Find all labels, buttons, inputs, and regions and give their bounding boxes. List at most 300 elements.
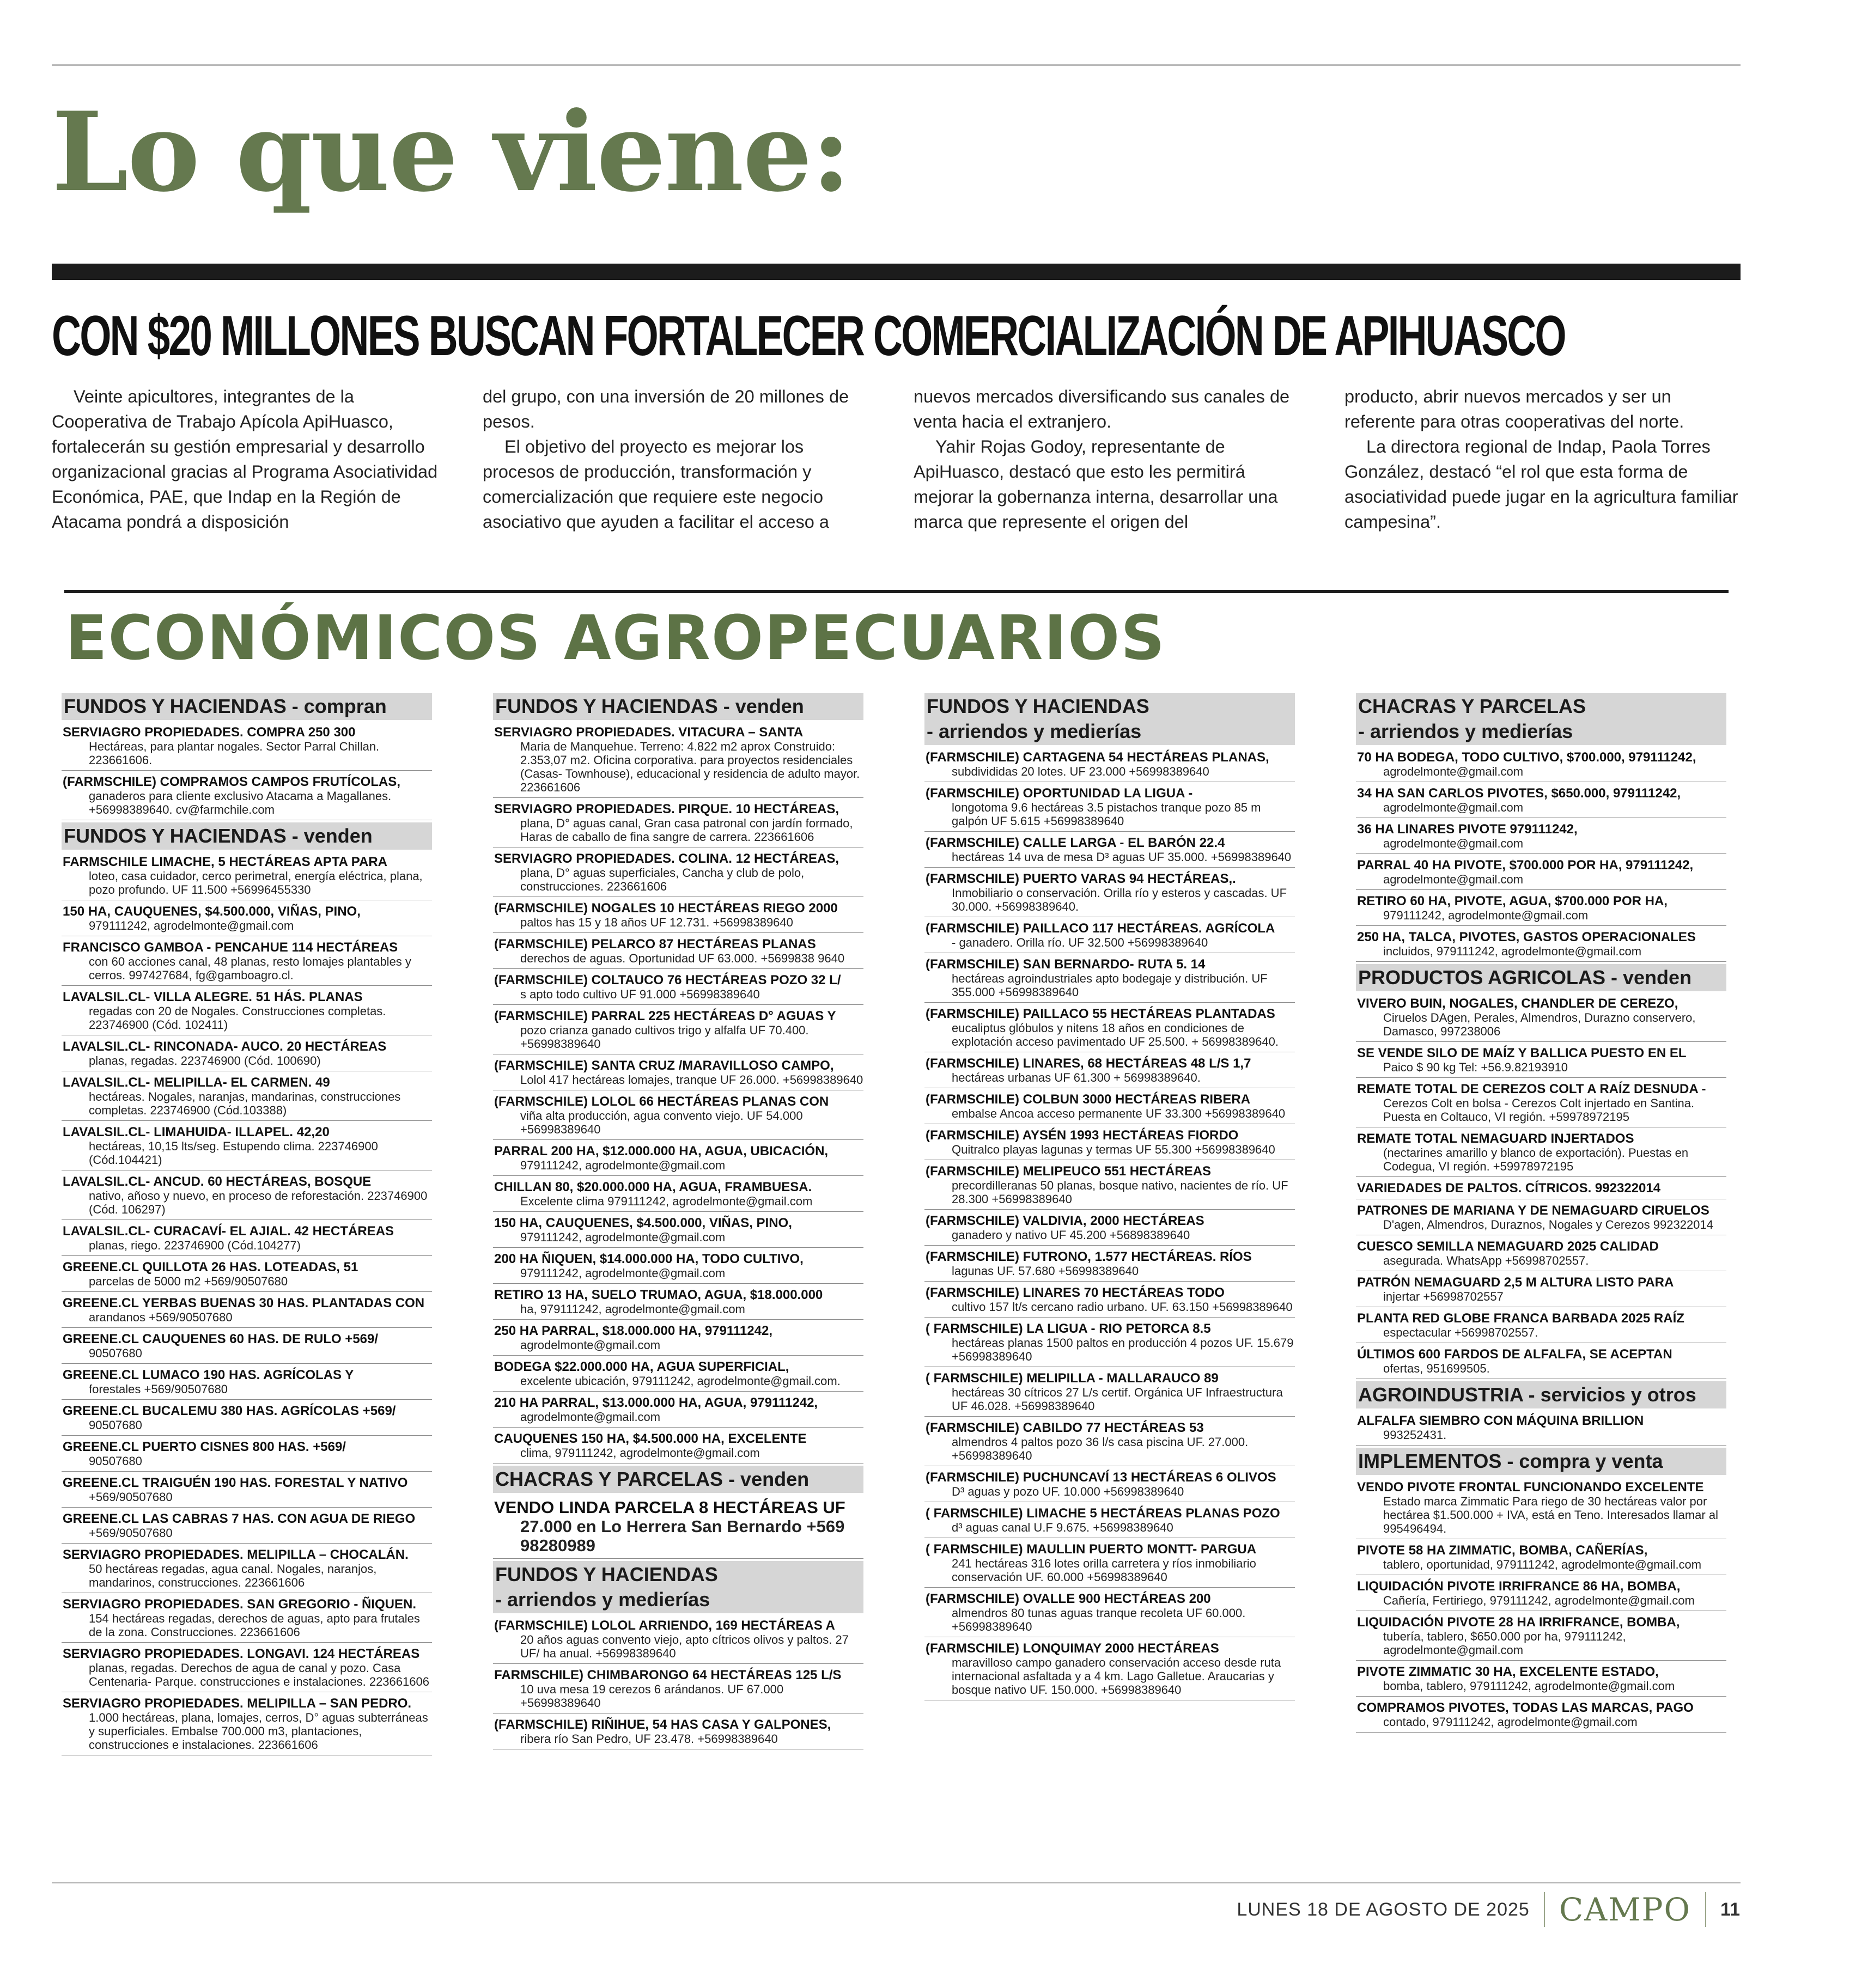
classified-ad [924,1419,1295,1466]
ad-body: 10 uva mesa 19 cerezos 6 arándanos. UF 67.000 +56998389640 [520,1682,784,1710]
classified-ad [493,1093,863,1140]
ad-body: 50 hectáreas regadas, agua canal. Nogales, naranjos, mandarinos, construcciones. 223661606 [89,1562,377,1589]
ad-heading: LAVALSIL.CL- CURACAVÍ- EL AJIAL. 42 HECTÁREAS [63,1224,394,1239]
classified-ad [1356,1699,1726,1733]
ad-body: - ganadero. Orilla río. UF 32.500 +56998389640 [952,936,1208,949]
ad-body: s apto todo cultivo UF 91.000 +56998389640 [520,987,760,1001]
ad-body: cultivo 157 lt/s cercano radio urbano. UF. 63.150 +56998389640 [952,1300,1293,1314]
ad-body: Excelente clima 979111242, agrodelmonte@gmail.com [520,1194,813,1208]
ad-list [62,853,432,1755]
classified-ad [493,850,863,897]
category-header [1356,1381,1726,1408]
classified-ad [493,1617,863,1664]
article-paragraph: Veinte apicultores, integrantes de la Cooperativa de Trabajo Apícola ApiHuasco, fortalecerán su gestión empresarial y desarrollo organizacional gracias al Programa Asociatividad Económica, PAE, que Indap en la Región de Atacama pondrá a disposición [52,387,438,532]
ad-body: longotoma 9.6 hectáreas 3.5 pistachos tranque pozo 85 m galpón UF 5.615 +56998389640 [952,801,1261,828]
ad-body: paltos has 15 y 18 años UF 12.731. +56998389640 [520,916,793,929]
ad-heading: PIVOTE ZIMMATIC 30 HA, EXCELENTE ESTADO, [1357,1664,1659,1679]
category-label: FUNDOS Y HACIENDAS [495,1563,718,1585]
classified-ad [924,748,1295,782]
ad-heading: (FARMSCHILE) LONQUIMAY 2000 HECTÁREAS [926,1641,1219,1656]
ad-heading: VIVERO BUIN, NOGALES, CHANDLER DE CEREZO, [1357,996,1678,1011]
article-title: CON $20 MILLONES BUSCAN FORTALECER COMERCIALIZACIÓN DE APIHUASCO [52,304,1565,368]
ad-heading: PIVOTE 58 HA ZIMMATIC, BOMBA, CAÑERÍAS, [1357,1543,1648,1558]
classified-ad [493,1394,863,1428]
classified-ad [1356,1309,1726,1343]
ad-body: hectáreas 14 uva de mesa D³ aguas UF 35.000. +56998389640 [952,850,1292,864]
ad-heading: ÚLTIMOS 600 FARDOS DE ALFALFA, SE ACEPTAN [1357,1347,1672,1362]
page-footer [1237,1891,1740,1928]
ad-list [493,1617,863,1749]
classified-ad [924,919,1295,953]
classified-ad [1356,1273,1726,1307]
classified-ad [924,1504,1295,1538]
classified-ad [1356,1541,1726,1575]
ad-list [1356,748,1726,962]
classified-ad [924,1369,1295,1417]
ad-body: Quitralco playas lagunas y termas UF 55.300 +56998389640 [952,1143,1275,1156]
ad-body: maravilloso campo ganadero conservación acceso desde ruta internacional asfaltada y a 4 km. Lago Galletue. Araucarias y bosque nativo UF. 150.000. +56998389640 [952,1656,1281,1697]
classified-ad [924,1090,1295,1124]
ad-heading: VENDO PIVOTE FRONTAL FUNCIONANDO EXCELENTE [1357,1480,1704,1495]
ad-heading: SERVIAGRO PROPIEDADES. PIRQUE. 10 HECTÁREAS, [494,802,839,816]
classified-ad [493,935,863,969]
classified-ad [62,1123,432,1170]
ad-heading: (FARMSCHILE) RIÑIHUE, 54 HAS CASA Y GALPONES, [494,1717,831,1732]
ad-heading: FARMSCHILE) CHIMBARONGO 64 HECTÁREAS 125 L/S [494,1668,842,1682]
footer-brand: CAMPO [1559,1891,1691,1928]
classified-ad [493,1142,863,1176]
classified-ad [62,1173,432,1220]
category-header [493,1466,863,1493]
ad-heading: 200 HA ÑIQUEN, $14.000.000 HA, TODO CULTIVO, [494,1252,804,1266]
ad-body: agrodelmonte@gmail.com [1383,765,1524,778]
ad-heading: LAVALSIL.CL- ANCUD. 60 HECTÁREAS, BOSQUE [63,1174,372,1189]
classified-ad [924,1540,1295,1588]
ad-heading: LAVALSIL.CL- RINCONADA- AUCO. 20 HECTÁREAS [63,1039,387,1054]
article-paragraph: nuevos mercados diversificando sus canales de venta hacia el extranjero. [914,387,1290,431]
ad-heading: CUESCO SEMILLA NEMAGUARD 2025 CALIDAD [1357,1239,1659,1254]
category-header [1356,1448,1726,1475]
classified-ad [62,1038,432,1071]
article-paragraph: La directora regional de Indap, Paola Torres González, destacó “el rol que esta forma de asociatividad puede jugar en la agricultura familiar campesina”. [1344,437,1738,532]
ad-body: Lolol 417 hectáreas lomajes, tranque UF 26.000. +56998389640 [520,1073,863,1087]
ad-body: (nectarines amarillo y blanco de exportación). Puestas en Codegua, VI región. +59978972195 [1383,1146,1689,1173]
classified-ad [924,1126,1295,1160]
ad-body: ganadero y nativo UF 45.200 +56898389640 [952,1228,1190,1242]
classified-ad [493,971,863,1005]
classified-ad [493,1214,863,1248]
classified-ad [62,1645,432,1692]
classified-ad [924,955,1295,1003]
footer-separator [1705,1892,1706,1927]
classified-ad [62,1474,432,1508]
ad-body: d³ aguas canal U.F 9.675. +56998389640 [952,1521,1173,1534]
ad-heading: 36 HA LINARES PIVOTE 979111242, [1357,822,1578,837]
classified-ad [1356,1179,1726,1199]
ad-body: lagunas UF. 57.680 +56998389640 [952,1264,1139,1278]
classified-ad [924,834,1295,868]
category-label: CHACRAS Y PARCELAS - venden [495,1468,810,1490]
category-label: AGROINDUSTRIA - servicios y otros [1358,1383,1696,1406]
ad-heading: PLANTA RED GLOBE FRANCA BARBADA 2025 RAÍZ [1357,1311,1684,1326]
classified-ad [1356,995,1726,1042]
ad-heading: (FARMSCHILE) VALDIVIA, 2000 HECTÁREAS [926,1213,1204,1228]
footer-date: LUNES 18 DE AGOSTO DE 2025 [1237,1899,1530,1920]
ad-heading: GREENE.CL LUMACO 190 HAS. AGRÍCOLAS Y [63,1368,354,1382]
article-column-4 [1344,384,1740,534]
classified-ad [493,1666,863,1713]
category-label: FUNDOS Y HACIENDAS - venden [495,695,804,717]
ad-body: planas, riego. 223746900 (Cód.104277) [89,1239,301,1252]
classified-ad [62,938,432,986]
ad-body: Cerezos Colt en bolsa - Cerezos Colt injertado en Santina. Puesta en Coltauco, VI región. +59978972195 [1383,1096,1695,1124]
ad-body: plana, D° aguas superficiales, Cancha y club de polo, construcciones. 223661606 [520,866,805,893]
classified-ad [924,1054,1295,1088]
ad-body: ofertas, 951699505. [1383,1362,1490,1375]
ad-heading: (FARMSCHILE) LOLOL 66 HECTÁREAS PLANAS CON [494,1094,829,1109]
classified-ad [1356,1577,1726,1611]
ad-body: ha, 979111242, agrodelmonte@gmail.com [520,1302,745,1316]
classified-ad [493,1496,863,1559]
ad-list [924,748,1295,1700]
classified-ad [924,1468,1295,1502]
ad-heading: SERVIAGRO PROPIEDADES. VITACURA – SANTA [494,725,804,740]
classified-ad [1356,1044,1726,1078]
classified-ad [493,1286,863,1320]
ad-heading: FARMSCHILE LIMACHE, 5 HECTÁREAS APTA PARA [63,855,388,869]
classified-ad [1356,1237,1726,1271]
ad-heading: (FARMSCHILE) CARTAGENA 54 HECTÁREAS PLANAS, [926,750,1269,765]
ad-heading: (FARMSCHILE) PARRAL 225 HECTÁREAS D° AGUAS Y [494,1009,836,1023]
ad-heading: ( FARMSCHILE) LIMACHE 5 HECTÁREAS PLANAS POZO [926,1506,1280,1521]
ad-body: derechos de aguas. Oportunidad UF 63.000. +5699838 9640 [520,952,845,965]
ad-heading: 210 HA PARRAL, $13.000.000 HA, AGUA, 979111242, [494,1395,818,1410]
ad-heading: PARRAL 200 HA, $12.000.000 HA, AGUA, UBICACIÓN, [494,1144,829,1158]
category-header [924,693,1295,745]
classified-ad [1356,1663,1726,1697]
ad-heading: GREENE.CL CAUQUENES 60 HAS. DE RULO +569/ [63,1332,379,1346]
ad-heading: (FARMSCHILE) NOGALES 10 HECTÁREAS RIEGO 2000 [494,901,838,916]
classified-ad [924,1639,1295,1700]
classified-ad [1356,1202,1726,1235]
footer-separator [1544,1892,1545,1927]
ad-body: Inmobiliario o conservación. Orilla río y esteros y cascadas. UF 30.000. +56998389640. [952,886,1287,913]
ad-heading: ALFALFA SIEMBRO CON MÁQUINA BRILLION [1357,1413,1644,1428]
classified-ad [493,1178,863,1212]
classified-ad [62,1074,432,1121]
footer-rule [52,1882,1741,1883]
ad-body: hectáreas agroindustriales apto bodegaje y distribución. UF 355.000 +56998389640 [952,972,1268,999]
ad-heading: GREENE.CL BUCALEMU 380 HAS. AGRÍCOLAS +569/ [63,1404,396,1418]
ad-body: plana, D° aguas canal, Gran casa patronal con jardín formado, Haras de caballo de fina sangre de carrera. 223661606 [520,816,853,844]
ad-heading: PATRONES DE MARIANA Y DE NEMAGUARD CIRUELOS [1357,1203,1709,1218]
classified-ad [1356,748,1726,782]
classified-ad [924,1284,1295,1318]
classified-ad [1356,928,1726,962]
ad-body: almendros 4 paltos pozo 36 l/s casa piscina UF. 27.000. +56998389640 [952,1435,1249,1462]
article-paragraph: producto, abrir nuevos mercados y ser un referente para otras cooperativas del norte. [1344,387,1684,431]
ad-body: +569/90507680 [89,1490,173,1504]
ad-body: eucaliptus glóbulos y nitens 18 años en condiciones de explotación acceso pavimentado UF 25.500. + 56998389640. [952,1021,1279,1048]
classified-ad [62,1438,432,1472]
ad-body: Cañería, Fertiriego, 979111242, agrodelmonte@gmail.com [1383,1594,1695,1607]
ad-body: 90507680 [89,1346,142,1360]
category-sublabel: - arriendos y medierías [1358,720,1573,742]
ad-body: clima, 979111242, agrodelmonte@gmail.com [520,1446,760,1460]
classified-ad [1356,856,1726,890]
ad-body: hectáreas planas 1500 paltos en producción 4 pozos UF. 15.679 +56998389640 [952,1336,1294,1363]
ad-body: embalse Ancoa acceso permanente UF 33.300 +56998389640 [952,1107,1286,1120]
ad-heading: (FARMSCHILE) CABILDO 77 HECTÁREAS 53 [926,1420,1204,1435]
ad-heading: CAUQUENES 150 HA, $4.500.000 HA, EXCELENTE [494,1431,807,1446]
classified-ad [493,1358,863,1392]
classified-ad [62,902,432,936]
classified-ad [1356,820,1726,854]
ad-body: loteo, casa cuidador, cerco perimetral, energía eléctrica, plana, pozo profundo. UF 11.500 +56996455330 [89,869,423,897]
category-sublabel: - arriendos y medierías [495,1588,710,1611]
classifieds [62,691,1729,1851]
ad-heading: VENDO LINDA PARCELA 8 HECTÁREAS UF [494,1498,845,1517]
ad-body: agrodelmonte@gmail.com [1383,837,1524,850]
ad-body: incluidos, 979111242, agrodelmonte@gmail.com [1383,944,1642,958]
ad-body: nativo, añoso y nuevo, en proceso de reforestación. 223746900 (Cód. 106297) [89,1189,428,1216]
headline-rule [52,264,1741,280]
ad-body: Ciruelos DAgen, Perales, Almendros, Durazno conservero, Damasco, 997238006 [1383,1011,1696,1038]
ad-body: 979111242, agrodelmonte@gmail.com [520,1266,726,1280]
ad-body: 993252431. [1383,1428,1447,1442]
ad-heading: LAVALSIL.CL- LIMAHUIDA- ILLAPEL. 42,20 [63,1125,330,1139]
ad-heading: (FARMSCHILE) OPORTUNIDAD LA LIGUA - [926,786,1193,801]
classified-ad [62,1222,432,1256]
ad-heading: (FARMSCHILE) CALLE LARGA - EL BARÓN 22.4 [926,836,1225,850]
article-column-2 [483,384,878,534]
classified-ad [1356,784,1726,818]
classified-ad [62,1546,432,1593]
ad-body: 27.000 en Lo Herrera San Bernardo +569 98280989 [520,1517,845,1555]
category-header [493,693,863,720]
category-label: IMPLEMENTOS - compra y venta [1358,1450,1663,1472]
ad-body: 90507680 [89,1418,142,1432]
ad-heading: 250 HA PARRAL, $18.000.000 HA, 979111242, [494,1324,772,1338]
ad-body: viña alta producción, agua convento viejo. UF 54.000 +56998389640 [520,1109,803,1136]
ad-heading: PATRÓN NEMAGUARD 2,5 M ALTURA LISTO PARA [1357,1275,1674,1290]
page-number: 11 [1720,1899,1740,1920]
category-sublabel: - arriendos y medierías [927,720,1142,742]
ad-heading: (FARMSCHILE) LINARES 70 HECTÁREAS TODO [926,1285,1225,1300]
section-title: ECONÓMICOS AGROPECUARIOS [65,603,1166,674]
ad-heading: 150 HA, CAUQUENES, $4.500.000, VIÑAS, PINO, [494,1216,792,1230]
ad-heading: ( FARMSCHILE) MAULLIN PUERTO MONTT- PARGUA [926,1542,1257,1557]
ad-heading: (FARMSCHILE) LOLOL ARRIENDO, 169 HECTÁREAS A [494,1618,835,1633]
category-header [62,822,432,850]
ad-heading: CHILLAN 80, $20.000.000 HA, AGUA, FRAMBUESA. [494,1180,812,1194]
ad-body: agrodelmonte@gmail.com [1383,801,1524,814]
ad-body: injertar +56998702557 [1383,1290,1504,1303]
ad-heading: RETIRO 60 HA, PIVOTE, AGUA, $700.000 POR HA, [1357,894,1668,908]
ad-list [62,723,432,820]
classified-ad [1356,1412,1726,1446]
ad-body: parcelas de 5000 m2 +569/90507680 [89,1274,288,1288]
ad-body: 154 hectáreas regadas, derechos de aguas, apto para frutales de la zona. Construcciones. 223661606 [89,1612,420,1639]
ad-body: tablero, oportunidad, 979111242, agrodelmonte@gmail.com [1383,1558,1702,1571]
ad-heading: REMATE TOTAL NEMAGUARD INJERTADOS [1357,1131,1634,1146]
classified-ad [493,1057,863,1090]
classified-ad [62,1510,432,1544]
classified-ad [1356,1345,1726,1379]
classified-ad [62,853,432,900]
ad-body: Hectáreas, para plantar nogales. Sector Parral Chillan. 223661606. [89,740,380,767]
article-column-3 [914,384,1309,534]
category-label: FUNDOS Y HACIENDAS [927,695,1149,717]
ad-heading: RETIRO 13 HA, SUELO TRUMAO, AGUA, $18.000.000 [494,1288,823,1302]
classified-ad [493,899,863,933]
classified-ad [62,1402,432,1436]
ad-heading: (FARMSCHILE) PELARCO 87 HECTÁREAS PLANAS [494,937,816,952]
classified-ad [62,988,432,1035]
ad-heading: 250 HA, TALCA, PIVOTES, GASTOS OPERACIONALES [1357,930,1696,944]
classified-ad [62,1258,432,1292]
ad-body: ganaderos para cliente exclusivo Atacama a Magallanes. +56998389640. cv@farmchile.com [89,789,392,816]
ad-body: +569/90507680 [89,1526,173,1540]
ad-heading: (FARMSCHILE) PAILLACO 117 HECTÁREAS. AGRÍCOLA [926,921,1275,936]
category-label: FUNDOS Y HACIENDAS - compran [64,695,387,717]
classified-ad [924,1590,1295,1637]
ad-heading: (FARMSCHILE) PUERTO VARAS 94 HECTÁREAS,. [926,871,1236,886]
classified-ad [493,723,863,798]
ad-body: asegurada. WhatsApp +56998702557. [1383,1254,1589,1267]
article-body [52,384,1741,534]
ad-heading: (FARMSCHILE) OVALLE 900 HECTÁREAS 200 [926,1591,1211,1606]
section-rule [64,590,1729,593]
ad-body: pozo crianza ganado cultivos trigo y alfalfa UF 70.400. +56998389640 [520,1023,809,1051]
ad-heading: (FARMSCHILE) SANTA CRUZ /MARAVILLOSO CAMPO, [494,1058,834,1073]
ad-body: hectáreas, 10,15 lts/seg. Estupendo clima. 223746900 (Cód.104421) [89,1139,378,1167]
ad-body: Maria de Manquehue. Terreno: 4.822 m2 aprox Construido: 2.353,07 m2. Oficina corporativa. para proyectos residenciales (Casas- Townhouse), educacional y residencia de adulto mayor. 223661606 [520,740,860,794]
ad-body: ribera río San Pedro, UF 23.478. +56998389640 [520,1732,778,1746]
ad-body: excelente ubicación, 979111242, agrodelmonte@gmail.com. [520,1374,841,1388]
ad-heading: (FARMSCHILE) PAILLACO 55 HECTÁREAS PLANTADAS [926,1007,1275,1021]
ad-heading: GREENE.CL PUERTO CISNES 800 HAS. +569/ [63,1440,346,1454]
ad-body: 979111242, agrodelmonte@gmail.com [89,919,294,932]
article-column-1 [52,384,447,534]
ad-body: 90507680 [89,1454,142,1468]
ad-heading: LIQUIDACIÓN PIVOTE 28 HA IRRIFRANCE, BOMBA, [1357,1615,1680,1630]
ad-heading: GREENE.CL TRAIGUÉN 190 HAS. FORESTAL Y NATIVO [63,1475,408,1490]
ad-body: planas, regadas. Derechos de agua de canal y pozo. Casa Centenaria- Parque. construcciones e instalaciones. 223661606 [89,1661,429,1688]
ad-body: agrodelmonte@gmail.com [520,1410,661,1424]
ad-heading: GREENE.CL LAS CABRAS 7 HAS. CON AGUA DE RIEGO [63,1511,416,1526]
ad-body: D³ aguas y pozo UF. 10.000 +56998389640 [952,1485,1184,1498]
ad-body: 979111242, agrodelmonte@gmail.com [520,1230,726,1244]
ad-list [1356,995,1726,1379]
ad-body: 979111242, agrodelmonte@gmail.com [520,1158,726,1172]
ad-heading: SERVIAGRO PROPIEDADES. COMPRA 250 300 [63,725,356,740]
ad-heading: 150 HA, CAUQUENES, $4.500.000, VIÑAS, PINO, [63,904,361,919]
ad-heading: GREENE.CL QUILLOTA 26 HAS. LOTEADAS, 51 [63,1260,358,1274]
classifieds-column-3 [924,691,1295,1851]
ad-heading: SERVIAGRO PROPIEDADES. COLINA. 12 HECTÁREAS, [494,851,839,866]
category-label: FUNDOS Y HACIENDAS - venden [64,825,373,847]
ad-body: agrodelmonte@gmail.com [1383,873,1524,886]
ad-heading: SERVIAGRO PROPIEDADES. MELIPILLA – SAN PEDRO. [63,1696,412,1711]
ad-heading: LIQUIDACIÓN PIVOTE IRRIFRANCE 86 HA, BOMBA, [1357,1579,1681,1594]
ad-list [493,723,863,1463]
classifieds-column-4 [1356,691,1726,1851]
ad-heading: COMPRAMOS PIVOTES, TODAS LAS MARCAS, PAGO [1357,1700,1694,1715]
classified-ad [493,1007,863,1054]
classified-ad [62,1694,432,1755]
ad-heading: (FARMSCHILE) LINARES, 68 HECTÁREAS 48 L/S 1,7 [926,1056,1251,1071]
classified-ad [62,1294,432,1328]
ad-list [493,1496,863,1559]
ad-heading: FRANCISCO GAMBOA - PENCAHUE 114 HECTÁREAS [63,940,398,955]
ad-heading: (FARMSCHILE) AYSÉN 1993 HECTÁREAS FIORDO [926,1128,1239,1143]
ad-heading: REMATE TOTAL DE CEREZOS COLT A RAÍZ DESNUDA - [1357,1082,1706,1096]
ad-body: planas, regadas. 223746900 (Cód. 100690) [89,1054,321,1068]
category-header [1356,693,1726,745]
ad-heading: GREENE.CL YERBAS BUENAS 30 HAS. PLANTADAS CON [63,1296,425,1310]
ad-heading: ( FARMSCHILE) LA LIGUA - RIO PETORCA 8.5 [926,1321,1211,1336]
ad-body: subdivididas 20 lotes. UF 23.000 +56998389640 [952,765,1209,778]
ad-list [1356,1478,1726,1733]
ad-body: 241 hectáreas 316 lotes orilla carretera y ríos inmobiliario conservación UF. 60.000 +56998389640 [952,1557,1256,1584]
classified-ad [1356,1080,1726,1127]
ad-body: regadas con 20 de Nogales. Construcciones completas. 223746900 (Cód. 102411) [89,1004,386,1032]
ad-body: hectáreas. Nogales, naranjas, mandarinas, construcciones completas. 223746900 (Cód.103388) [89,1090,401,1117]
ad-heading: (FARMSCHILE) COLTAUCO 76 HECTÁREAS POZO 32 L/ [494,973,841,987]
classified-ad [62,773,432,820]
category-label: PRODUCTOS AGRICOLAS - venden [1358,966,1692,989]
ad-body: precordilleranas 50 planas, bosque nativo, nacientes de río. UF 28.300 +56998389640 [952,1179,1288,1206]
classified-ad [1356,1130,1726,1177]
ad-body: con 60 acciones canal, 48 planas, resto lomajes plantables y cerros. 997427684, fg@gamboagro.cl. [89,955,411,982]
article-paragraph: Yahir Rojas Godoy, representante de ApiHuasco, destacó que esto les permitirá mejorar la gobernanza interna, desarrollar una marca que represente el origen del [914,437,1278,532]
classified-ad [924,1005,1295,1052]
classified-ad [1356,1613,1726,1661]
ad-heading: ( FARMSCHILE) MELIPILLA - MALLARAUCO 89 [926,1371,1219,1386]
classified-ad [924,1248,1295,1282]
ad-heading: LAVALSIL.CL- MELIPILLA- EL CARMEN. 49 [63,1075,330,1090]
category-label: CHACRAS Y PARCELAS [1358,695,1586,717]
classified-ad [493,1430,863,1463]
category-header [493,1561,863,1613]
ad-body: hectáreas urbanas UF 61.300 + 56998389640. [952,1071,1201,1084]
ad-heading: SE VENDE SILO DE MAÍZ Y BALLICA PUESTO EN EL [1357,1046,1687,1060]
ad-heading: SERVIAGRO PROPIEDADES. MELIPILLA – CHOCALÁN. [63,1547,409,1562]
ad-body: 20 años aguas convento viejo, apto cítricos olivos y paltos. 27 UF/ ha anual. +56998389640 [520,1633,849,1660]
ad-heading: (FARMSCHILE) FUTRONO, 1.577 HECTÁREAS. RÍOS [926,1249,1252,1264]
ad-heading: SERVIAGRO PROPIEDADES. LONGAVI. 124 HECTÁREAS [63,1646,420,1661]
page-headline: Lo que viene: [52,88,850,216]
ad-body: almendros 80 tunas aguas tranque recoleta UF 60.000. +56998389640 [952,1606,1246,1633]
classified-ad [924,870,1295,917]
ad-heading: BODEGA $22.000.000 HA, AGUA SUPERFICIAL, [494,1359,789,1374]
classifieds-column-1 [62,691,432,1851]
category-header [1356,964,1726,991]
ad-heading: (FARMSCHILE) COMPRAMOS CAMPOS FRUTÍCOLAS, [63,775,400,789]
classified-ad [924,784,1295,832]
ad-body: Paico $ 90 kg Tel: +56.9.82193910 [1383,1060,1568,1074]
article-paragraph: El objetivo del proyecto es mejorar los procesos de producción, transformación y comercialización que requiere este negocio asociativo que ayuden a facilitar el acceso a [483,437,829,532]
ad-body: forestales +569/90507680 [89,1382,228,1396]
ad-heading: LAVALSIL.CL- VILLA ALEGRE. 51 HÁS. PLANAS [63,990,363,1004]
ad-body: agrodelmonte@gmail.com [520,1338,661,1352]
ad-list [1356,1412,1726,1446]
classified-ad [62,1330,432,1364]
ad-heading: VARIEDADES DE PALTOS. CÍTRICOS. 992322014 [1357,1181,1661,1196]
ad-body: arandanos +569/90507680 [89,1310,233,1324]
ad-heading: SERVIAGRO PROPIEDADES. SAN GREGORIO - ÑIQUEN. [63,1597,416,1612]
